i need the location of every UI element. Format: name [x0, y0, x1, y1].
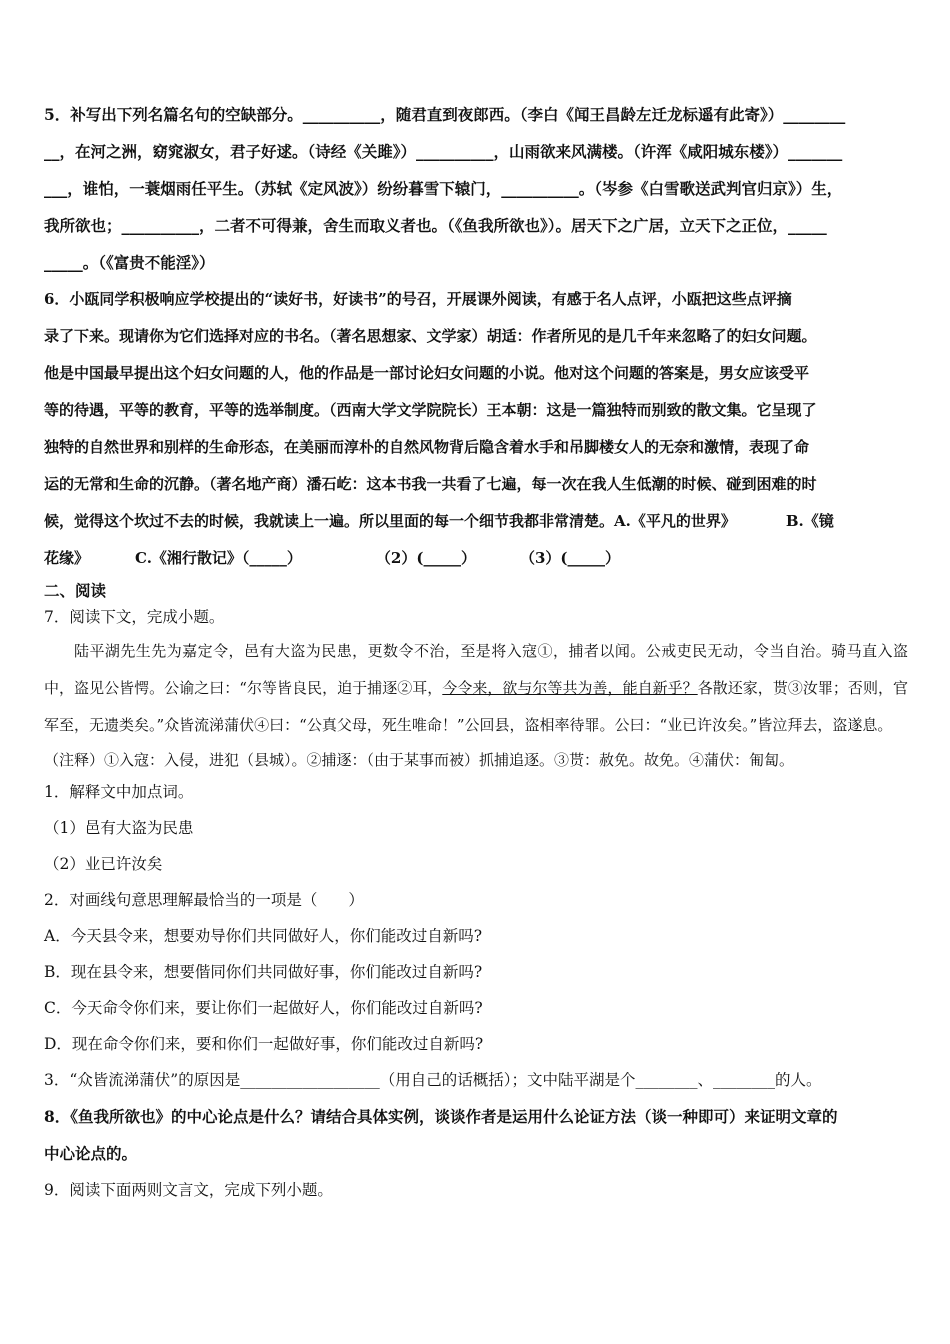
q5-line: ___，谁怕，一蓑烟雨任平生。（苏轼《定风波》）纷纷暮雪下辕门，__________。（岑参《白雪歌送武判官归京》）生， [44, 179, 843, 198]
sub-question: 2．对画线句意思理解最恰当的一项是（ ） [44, 891, 364, 909]
q5-line: 5．补写出下列名篇名句的空缺部分。__________，随君直到夜郎西。（李白《闻王昌龄左迁龙标遥有此寄》）________ [44, 105, 846, 124]
sub-item: （2）业已许汝矣 [44, 855, 163, 873]
question-5 [44, 96, 908, 281]
q6-line: 等的待遇，平等的教育，平等的选举制度。（西南大学文学院院长）王本朝：这是一篇独特而别致的散文集。它呈现了 [44, 401, 817, 419]
sub-item: （1）邑有大盗为民患 [44, 819, 194, 837]
q5-line: __，在河之洲，窈窕淑女，君子好逑。（诗经《关雎》）__________，山雨欲来风满楼。（许浑《咸阳城东楼》）_______ [44, 142, 843, 161]
option-b-cont: 花缘》 [44, 549, 90, 567]
q5-line: 我所欲也；__________，二者不可得兼，舍生而取义者也。（《鱼我所欲也》）。居天下之广居，立天下之正位，_____ [44, 216, 827, 235]
q5-line: _____。（《富贵不能淫》） [44, 253, 215, 272]
option-c: C.《湘行散记》（_____） [135, 549, 302, 567]
question-6 [44, 281, 908, 577]
q6-line: 录了下来。现请你为它们选择对应的书名。（著名思想家、文学家）胡适：作者所见的是几千年来忽略了的妇女问题。 [44, 327, 817, 345]
q6-line: 运的无常和生命的沉静。（著名地产商）潘石屹：这本书我一共看了七遍，每一次在我人生低潮的时候、碰到困难的时 [44, 475, 817, 493]
q6-text: 候，觉得这个坎过不去的时候，我就读上一遍。所以里面的每一个细节我都非常清楚。A.《平凡的世界》 [44, 512, 736, 530]
choice-c: C．今天命令你们来，要让你们一起做好人，你们能改过自新吗? [44, 999, 483, 1017]
q8-line: 中心论点的。 [44, 1144, 138, 1163]
q6-line: 6．小瓯同学积极响应学校提出的“读好书，好读书”的号召，开展课外阅读，有感于名人点评，小瓯把这些点评摘 [44, 290, 792, 308]
option-b: B.《镜 [785, 512, 834, 530]
q6-line: 独特的自然世界和别样的生命形态，在美丽而淳朴的自然风物背后隐含着水手和吊脚楼女人的无奈和激情，表现了命 [44, 438, 810, 456]
sub-question: 3．“众皆流涕蒲伏”的原因是__________________（用自己的话概括）；文中陆平湖是个________、________的人。 [44, 1071, 822, 1089]
passage-text: 陆平湖先生先为嘉定令，邑有大盗为民患，更数令不治，至是将入寇①，捕者以闻。公戒吏民无动，令当自治。骑马直入盗中，盗见公皆愕。公谕之曰：“尔等皆良民，迫于捕逐②耳， [44, 642, 908, 697]
underlined-sentence: 今令来，欲与尔等共为善，能自新乎？ [442, 679, 698, 697]
exam-page [44, 96, 908, 1208]
answer-blank-3: （3）(_____） [519, 549, 621, 567]
q8-line: 8．《鱼我所欲也》的中心论点是什么？请结合具体实例，谈谈作者是运用什么论证方法（谈一种即可）来证明文章的 [44, 1107, 838, 1126]
sub-question: 1．解释文中加点词。 [44, 783, 194, 801]
annotation: （注释）①入寇：入侵，进犯（县城）。②捕逐：（由于某事而被）抓捕追逐。③贳：赦免。故免。④蒲伏：匍匐。 [44, 751, 795, 769]
q6-line: 他是中国最早提出这个妇女问题的人，他的作品是一部讨论妇女问题的小说。他对这个问题的答案是，男女应该受平 [44, 364, 810, 382]
q7-intro: 7．阅读下文，完成小题。 [44, 608, 225, 626]
choice-d: D．现在命令你们来，要和你们一起做好事，你们能改过自新吗? [44, 1035, 484, 1053]
section-heading: 二、阅读 [44, 581, 107, 600]
passage-text: 各散还家，贳③汝罪；否则，官军至，无遗类矣。”众皆流涕蒲伏④曰：“公真父母，死生唯命！”公回县，盗相率待罪。公曰：“业已许汝矣。”皆泣拜去，盗遂息。 [44, 679, 908, 734]
question-9: 9．阅读下面两则文言文，完成下列小题。 [44, 1181, 333, 1199]
question-8 [44, 1098, 908, 1172]
classical-passage [44, 633, 908, 744]
choice-a: A．今天县令来，想要劝导你们共同做好人，你们能改过自新吗? [44, 927, 483, 945]
choice-b: B．现在县令来，想要偕同你们共同做好事，你们能改过自新吗? [44, 963, 483, 981]
q6-line [44, 540, 908, 577]
question-7 [44, 603, 908, 1098]
answer-blank-2: （2）(_____） [375, 549, 476, 567]
q6-line [44, 503, 908, 540]
